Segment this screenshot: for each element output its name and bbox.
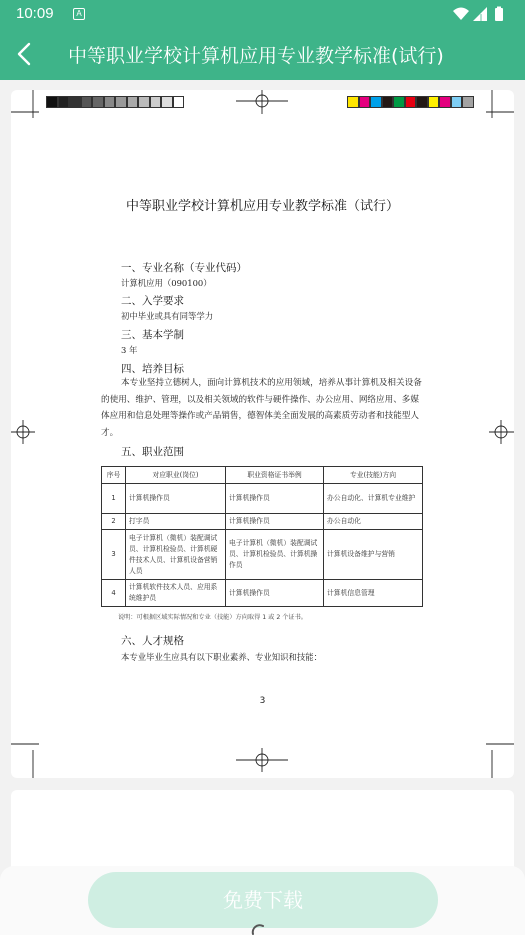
calibration-swatch [347,96,359,108]
free-download-button[interactable]: 免费下载 [88,872,438,928]
battery-icon [495,8,503,21]
calibration-swatch [428,96,440,108]
section-text-2: 初中毕业或具有同等学力 [121,311,214,321]
section-text-1: 计算机应用（090100） [121,278,212,288]
calibration-swatch [127,96,139,108]
section-text-4: 本专业坚持立德树人，面向计算机技术的应用领域，培养从事计算机及相关设备的使用、维护、管理，以及相关领域的软件与硬件操作、办公应用、网络应用、多媒体应用和信息处理等操作或产品销售，德智体美全面发展的高素质劳动者和技能型人才。 [101,378,422,438]
calibration-swatch [393,96,405,108]
section-heading-4: 四、培养目标 [121,363,184,375]
signal-icon [473,7,487,21]
calibration-swatch [451,96,463,108]
back-arrow-icon[interactable] [10,38,42,70]
table-cell: 计算机操作员 [226,484,324,514]
system-status-icons [451,6,511,22]
notification-a-icon: A [73,8,85,20]
table-header: 职业资格证书举例 [226,467,324,484]
calibration-swatch [359,96,371,108]
section-heading-6: 六、人才规格 [121,635,184,647]
page-title: 中等职业学校计算机应用专业教学标准(试行) [68,45,444,67]
color-calibration-bar-gray [46,96,184,108]
table-cell: 打字员 [126,514,226,530]
calibration-swatch [92,96,104,108]
table-cell: 计算机信息管理 [324,580,423,607]
table-cell: 3 [102,530,126,580]
table-cell: 计算机设备维护与营销 [324,530,423,580]
status-time: 10:09 [16,5,54,22]
table-cell: 2 [102,514,126,530]
calibration-swatch [382,96,394,108]
calibration-swatch [462,96,474,108]
calibration-swatch [138,96,150,108]
calibration-swatch [439,96,451,108]
table-cell: 电子计算机（微机）装配调试员、计算机检验员、计算机操作员 [226,530,324,580]
table-header: 专业(技能)方向 [324,467,423,484]
table-row [102,530,423,580]
table-note: 说明：可根据区域实际情况和专业（技能）方向取得 1 或 2 个证书。 [118,614,307,621]
occupation-table [101,466,423,607]
calibration-swatch [416,96,428,108]
table-cell: 计算机软件技术人员、应用系统维护员 [126,580,226,607]
table-cell: 电子计算机（微机）装配调试员、计算机检验员、计算机硬件技术人员、计算机设备营销人员 [126,530,226,580]
document-page[interactable] [11,90,514,778]
section-heading-5: 五、职业范围 [121,446,184,458]
section-heading-2: 二、入学要求 [121,295,184,307]
table-row [102,484,423,514]
calibration-swatch [58,96,70,108]
table-cell: 计算机操作员 [126,484,226,514]
calibration-swatch [370,96,382,108]
calibration-swatch [115,96,127,108]
table-cell: 办公自动化 [324,514,423,530]
section-heading-3: 三、基本学制 [121,329,184,341]
calibration-swatch [81,96,93,108]
color-calibration-bar-color [347,96,474,108]
calibration-swatch [46,96,58,108]
page-number: 3 [259,696,266,706]
section-text-6: 本专业毕业生应具有以下职业素养、专业知识和技能： [121,652,322,662]
loading-spinner-icon [250,922,270,935]
calibration-swatch [405,96,417,108]
table-cell: 计算机操作员 [226,580,324,607]
section-heading-1: 一、专业名称（专业代码） [121,262,247,274]
table-row [102,514,423,530]
document-title: 中等职业学校计算机应用专业教学标准（试行） [125,199,399,214]
table-cell: 办公自动化、计算机专业维护 [324,484,423,514]
calibration-swatch [161,96,173,108]
calibration-swatch [150,96,162,108]
app-bar [0,28,525,80]
section-text-3: 3 年 [121,345,138,355]
table-header: 序号 [102,467,126,484]
wifi-icon [453,8,469,21]
calibration-swatch [173,96,185,108]
calibration-swatch [69,96,81,108]
table-cell: 计算机操作员 [226,514,324,530]
table-cell: 1 [102,484,126,514]
table-row [102,580,423,607]
table-header: 对应职业(岗位) [126,467,226,484]
calibration-swatch [104,96,116,108]
status-bar [0,0,525,28]
table-cell: 4 [102,580,126,607]
